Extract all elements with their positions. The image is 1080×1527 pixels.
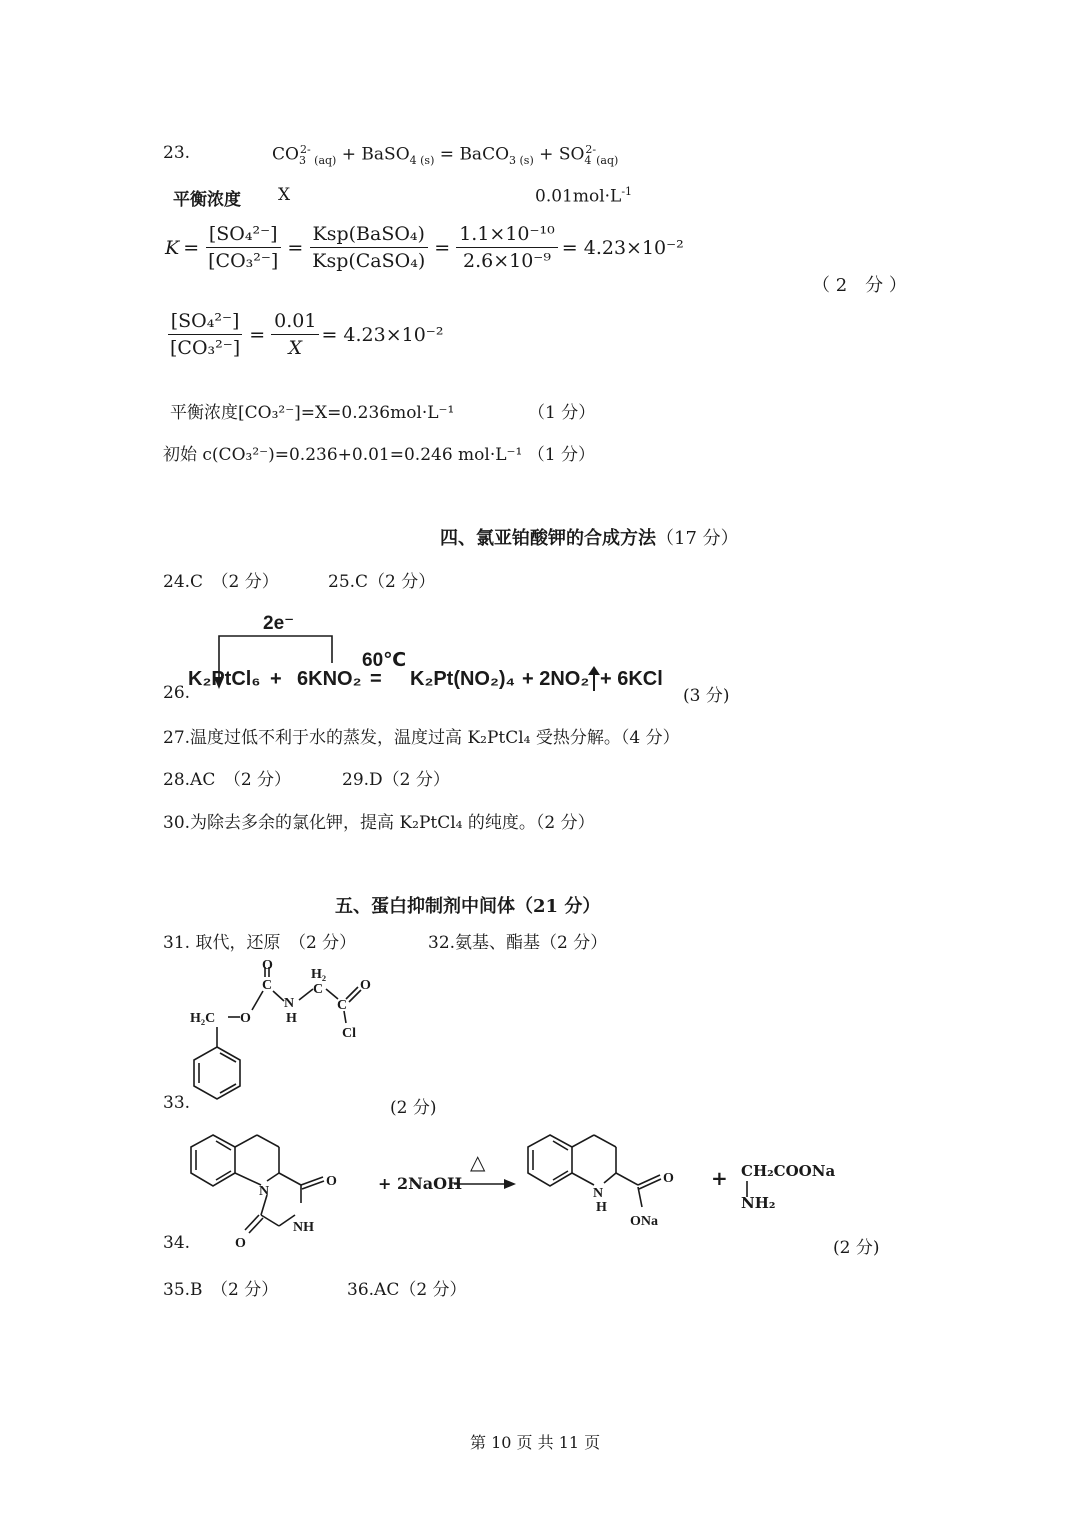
molecule-34-reactant [183, 1125, 373, 1250]
section5-heading: 五、蛋白抑制剂中间体（21 分） [335, 896, 601, 917]
q23-k-expression: K = $\frac{\text{[SO₄²⁻]}}{\text{[CO₃²⁻]}}$ = $\frac{\text{Ksp(BaSO₄)}}{\text{Ksp(CaSO₄)}}$ = $\frac{\text{1.1×10⁻¹⁰}}{\text{2.6×10⁻⁹}}$ = 4.23×10⁻² [165, 223, 684, 272]
m33-o-ester: O [240, 1011, 251, 1026]
molecule-34-product-1 [520, 1125, 700, 1235]
q26-product-1: K₂Pt(NO₂)₄ [410, 668, 516, 690]
answer-24: 24.C （2 分） [163, 572, 279, 592]
heat-triangle-icon: △ [470, 1150, 486, 1174]
k-symbol: K [165, 236, 180, 259]
m33-o-right: O [360, 978, 371, 993]
m33-o-top: O [262, 958, 273, 973]
answer-31: 31. 取代，还原 （2 分） [163, 933, 357, 953]
q23-initial-line: 初始 c(CO₃²⁻)=0.236+0.01=0.246 mol·L⁻¹ （1 分） [163, 445, 595, 465]
m34b-nitrogen: N [593, 1186, 604, 1201]
q26-reactant-1: K₂PtCl₆ [188, 668, 261, 690]
q34-number: 34. [163, 1233, 191, 1253]
q23-equilibrium-value: $0.01mol\cdot L^{-1}$ [535, 185, 633, 207]
answer-35: 35.B （2 分） [163, 1280, 279, 1300]
q23-equilibrium-line-score: （1 分） [528, 403, 596, 423]
answer-29: 29.D（2 分） [342, 770, 450, 790]
q23-score1: （ 2 分 ） [812, 275, 907, 296]
q23-number: 23. [163, 143, 191, 163]
q23-equilibrium-line: 平衡浓度[CO₃²⁻]=X=0.236mol·L⁻¹ [170, 403, 455, 423]
molecule-33 [180, 955, 400, 1105]
q34-score: (2 分) [833, 1238, 880, 1258]
gas-up-arrow-icon [587, 666, 601, 692]
answer-36: 36.AC（2 分） [347, 1280, 467, 1300]
m34c-top: CH₂COONa [741, 1162, 836, 1180]
reaction-condition: 60℃ [362, 650, 407, 671]
m34a-nitrogen: N [259, 1184, 270, 1199]
m33-carbon-2: C [313, 982, 324, 997]
m33-h2c: H₂C [190, 1011, 216, 1026]
m34c-bottom: NH₂ [741, 1194, 776, 1212]
q23-reaction: $CO_3^{2-}$ $_{(aq)}$ + BaSO$_4$ $_{(s)}$ = BaCO$_3$ $_{(s)} + SO_4^{2-}_{(aq)}$ [272, 143, 619, 168]
m33-chlorine: Cl [342, 1026, 356, 1041]
q26-plus-1: + [270, 668, 282, 690]
m34b-oxygen: O [663, 1171, 674, 1186]
q26-number: 26. [163, 683, 191, 703]
m33-h2: H₂ [311, 967, 327, 982]
answer-28: 28.AC （2 分） [163, 770, 292, 790]
m34b-ona: ONa [630, 1214, 658, 1229]
q26-product-2: + 2NO₂ [522, 668, 590, 690]
q33-number: 33. [163, 1093, 191, 1113]
q23-equilibrium-x: X [278, 185, 291, 205]
m34b-hydrogen: H [596, 1200, 607, 1215]
section4-heading: 四、氯亚铂酸钾的合成方法（17 分） [440, 528, 739, 549]
q34-reagent: + 2NaOH [378, 1174, 463, 1193]
q33-score: (2 分) [390, 1098, 437, 1118]
answer-25: 25.C（2 分） [328, 572, 436, 592]
q26-equals: = [370, 668, 382, 690]
m34a-oxygen-right: O [326, 1174, 337, 1189]
m34a-oxygen-bottom: O [235, 1236, 246, 1250]
answer-30: 30.为除去多余的氯化钾，提高 K₂PtCl₄ 的纯度。（2 分） [163, 813, 595, 833]
m34a-nh: NH [293, 1220, 314, 1235]
m33-carbon-3: C [337, 998, 348, 1013]
q34-plus: + [711, 1166, 728, 1190]
m33-carbon-1: C [262, 978, 273, 993]
q26-reactant-2: 6KNO₂ [297, 668, 362, 690]
page-footer: 第 10 页 共 11 页 [470, 1433, 601, 1452]
q23-equilibrium-label: 平衡浓度 [173, 190, 241, 210]
reaction-arrow-icon [454, 1178, 516, 1190]
electron-count-label: 2e⁻ [263, 613, 295, 634]
m33-nitrogen: N [284, 996, 295, 1011]
q23-x-expression: $\frac{\text{[SO₄²⁻]}}{\text{[CO₃²⁻]}}$ = $\frac{0.01}{X}$ = 4.23×10⁻² [165, 310, 443, 359]
q26-score: (3 分) [683, 686, 730, 706]
m33-hydrogen: H [286, 1011, 297, 1026]
answer-32: 32.氨基、酯基（2 分） [428, 933, 608, 953]
answer-27: 27.温度过低不利于水的蒸发，温度过高 K₂PtCl₄ 受热分解。（4 分） [163, 728, 680, 748]
q26-product-3: + 6KCl [600, 668, 663, 690]
